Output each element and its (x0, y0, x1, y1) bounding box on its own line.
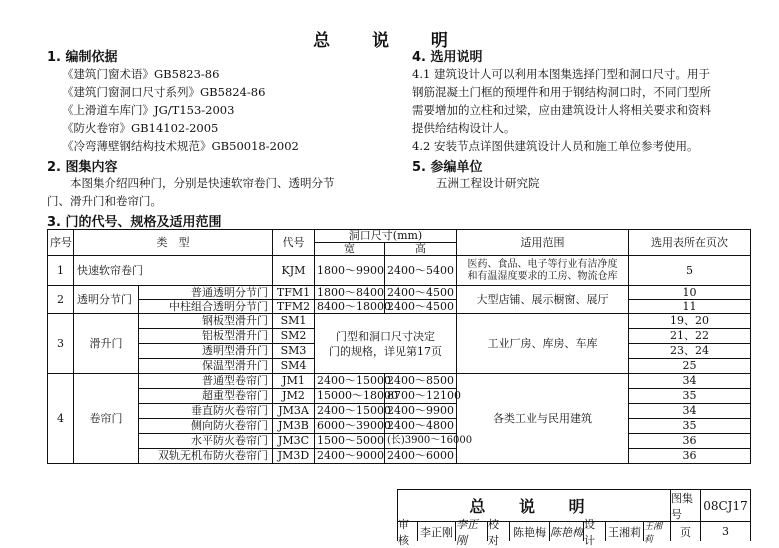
size-height: 2400～5400 (385, 256, 457, 286)
subtype-name: 普通型卷帘门 (139, 374, 273, 389)
reviewer-name: 李正刚 (418, 522, 456, 541)
table-row (48, 374, 751, 389)
section-1-heading: 1. 编制依据 (47, 50, 118, 65)
section-3-heading: 3. 门的代号、规格及适用范围 (47, 215, 222, 230)
subtype-name: 垂直防火卷帘门 (139, 404, 273, 419)
header-no: 序号 (48, 230, 74, 256)
type-code: JM1 (273, 374, 315, 389)
standard-item: 《上滑道车库门》JG/T153-2003 (62, 103, 235, 117)
atlas-label: 图集号 (671, 490, 701, 522)
size-height: 2400～6000 (385, 449, 457, 464)
usage-line: 4.1 建筑设计人可以利用本图集选择门型和洞口尺寸。用于 (412, 67, 710, 81)
table-row (48, 404, 751, 419)
type-code: JM3B (273, 419, 315, 434)
size-width: 1800～9900 (315, 256, 385, 286)
page-ref: 21、22 (629, 329, 751, 344)
section-2-heading: 2. 图集内容 (47, 160, 118, 175)
subtype-name: 中柱组合透明分节门 (139, 300, 273, 314)
type-name: 透明分节门 (74, 286, 139, 314)
type-name: 快速软帘卷门 (74, 256, 273, 286)
size-height: 8700～12100 (385, 389, 457, 404)
table-row (48, 449, 751, 464)
page-ref: 34 (629, 404, 751, 419)
type-code: JM2 (273, 389, 315, 404)
page-ref: 11 (629, 300, 751, 314)
header-size: 洞口尺寸(mm) (315, 230, 457, 243)
size-height: 2400～9900 (385, 404, 457, 419)
table-row (48, 300, 751, 314)
page-ref: 19、20 (629, 314, 751, 329)
subtype-name: 水平防火卷帘门 (139, 434, 273, 449)
size-width: 1500～5000 (315, 434, 385, 449)
size-height: 2400～4500 (385, 300, 457, 314)
type-code: TFM2 (273, 300, 315, 314)
size-height: 2400～4500 (385, 286, 457, 300)
title-block (397, 489, 751, 547)
scope: 工业厂房、库房、车库 (457, 314, 629, 374)
header-scope: 适用范围 (457, 230, 629, 256)
usage-line: 提供给结构设计人。 (412, 121, 516, 135)
designer-name: 王湘莉 (606, 522, 644, 541)
size-note-line: 门型和洞口尺寸决定 (336, 329, 435, 343)
type-code: SM1 (273, 314, 315, 329)
table-row (48, 389, 751, 404)
size-height: (长)3900～16000 (385, 434, 457, 449)
participating-org: 五洲工程设计研究院 (436, 176, 540, 190)
section-4-heading: 4. 选用说明 (412, 50, 483, 65)
size-height: 2400～4800 (385, 419, 457, 434)
size-width: 2400～15000 (315, 374, 385, 389)
contents-line: 本图集介绍四种门，分别是快速软帘卷门、透明分节 (70, 176, 335, 190)
table-header-row (48, 230, 751, 243)
size-width: 1800～8400 (315, 286, 385, 300)
table-row (48, 434, 751, 449)
size-width: 6000～39000 (315, 419, 385, 434)
type-code: TFM1 (273, 286, 315, 300)
scope: 各类工业与民用建筑 (457, 374, 629, 464)
usage-line: 4.2 安装节点详图供建筑设计人员和施工单位参考使用。 (412, 139, 699, 153)
subtype-name: 侧向防火卷帘门 (139, 419, 273, 434)
check-label: 校对 (488, 522, 510, 541)
page-ref: 35 (629, 419, 751, 434)
type-code: KJM (273, 256, 315, 286)
section-5-heading: 5. 参编单位 (412, 160, 483, 175)
type-code: SM3 (273, 344, 315, 359)
size-width: 2400～9000 (315, 449, 385, 464)
review-label: 审核 (398, 522, 418, 541)
scope (457, 256, 629, 286)
table-row (48, 314, 751, 329)
type-code: JM3C (273, 434, 315, 449)
subtype-name: 保温型滑升门 (139, 359, 273, 374)
type-code: JM3A (273, 404, 315, 419)
subtype-name: 钢板型滑升门 (139, 314, 273, 329)
standard-item: 《防火卷帘》GB14102-2005 (62, 121, 219, 135)
row-no: 3 (48, 314, 74, 374)
subtype-name: 透明型滑升门 (139, 344, 273, 359)
page-ref: 23、24 (629, 344, 751, 359)
type-code: SM2 (273, 329, 315, 344)
scope: 大型店铺、展示橱窗、展厅 (457, 286, 629, 314)
usage-line: 需要增加的立柱和过梁，应由建筑设计人将相关要求和资料 (412, 103, 711, 117)
header-code: 代号 (273, 230, 315, 256)
checker-name: 陈艳梅 (510, 522, 550, 541)
subtype-name: 普通透明分节门 (139, 286, 273, 300)
page-title: 总 说 明 (313, 31, 466, 51)
size-height: 2400～8500 (385, 374, 457, 389)
standard-item: 《建筑门窗洞口尺寸系列》GB5824-86 (62, 85, 266, 99)
size-width: 15000～18000 (315, 389, 385, 404)
contents-line: 门、滑升门和卷帘门。 (47, 194, 162, 208)
page-ref: 34 (629, 374, 751, 389)
reviewer-signature: 李正刚 (456, 522, 488, 541)
type-name: 卷帘门 (74, 374, 139, 464)
table-row (48, 256, 751, 286)
scope-line: 医药、食品、电子等行业有洁净度 (467, 258, 618, 270)
header-height: 高 (385, 243, 457, 256)
checker-signature: 陈艳梅 (550, 522, 584, 541)
design-label: 设计 (584, 522, 606, 541)
scope-line: 和有温湿度要求的工房、物流仓库 (467, 270, 618, 282)
standard-item: 《冷弯薄壁钢结构技术规范》GB50018-2002 (62, 139, 299, 153)
subtype-name: 超重型卷帘门 (139, 389, 273, 404)
size-width: 8400～18000 (315, 300, 385, 314)
page-number: 3 (701, 522, 751, 541)
standard-item: 《建筑门窗术语》GB5823-86 (62, 67, 220, 81)
header-width: 宽 (315, 243, 385, 256)
designer-signature: 王湘莉 (644, 522, 671, 541)
type-code: SM4 (273, 359, 315, 374)
table-row (48, 286, 751, 300)
header-type: 类 型 (74, 230, 273, 256)
type-code: JM3D (273, 449, 315, 464)
usage-line: 钢筋混凝土门框的预埋件和用于钢结构洞口时，不同门型所 (412, 85, 711, 99)
page-ref: 25 (629, 359, 751, 374)
subtype-name: 铝板型滑升门 (139, 329, 273, 344)
atlas-number: 08CJ17 (701, 490, 751, 522)
titleblock-title: 总 说 明 (398, 490, 671, 522)
size-note-line: 门的规格，详见第17页 (329, 344, 442, 358)
page-ref: 5 (629, 256, 751, 286)
page-label: 页 (671, 522, 701, 541)
row-no: 1 (48, 256, 74, 286)
door-spec-table (47, 229, 751, 464)
row-no: 4 (48, 374, 74, 464)
type-name: 滑升门 (74, 314, 139, 374)
page-ref: 36 (629, 449, 751, 464)
page-ref: 10 (629, 286, 751, 300)
page-ref: 35 (629, 389, 751, 404)
table-row (48, 419, 751, 434)
row-no: 2 (48, 286, 74, 314)
page-ref: 36 (629, 434, 751, 449)
header-page: 选用表所在页次 (629, 230, 751, 256)
size-width: 2400～15000 (315, 404, 385, 419)
subtype-name: 双轨无机布防火卷帘门 (139, 449, 273, 464)
size-note (315, 314, 457, 374)
